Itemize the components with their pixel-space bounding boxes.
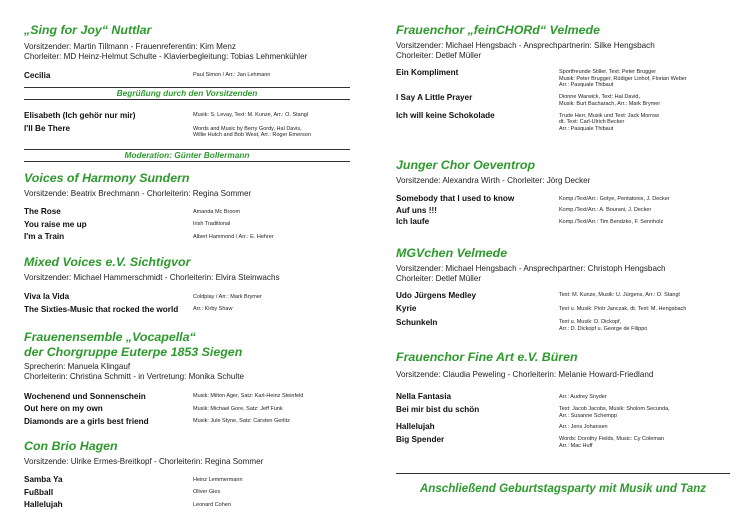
song-details	[193, 220, 350, 228]
moderation-label: Moderation: Günter Bollermann	[124, 150, 250, 160]
song-details	[193, 305, 350, 313]
choir-info-line: Vorsitzender: Michael Hengsbach - Ansprechpartnerin: Silke Hengsbach	[396, 41, 655, 50]
song-title: Diamonds are a girls best friend	[24, 416, 149, 426]
moderation-welcome	[24, 87, 350, 100]
song-detail-line: Musik: Peter Brugger, Rüdiger Linhof, Florian Weber	[559, 75, 687, 82]
song-detail-line: Arr.: Susanne Schempp	[559, 412, 618, 419]
song-row	[24, 232, 350, 242]
choir-info-line: Vorsitzende: Alexandra Wirth - Chorleiter: Jörg Decker	[396, 176, 591, 185]
song-detail-line: Komp./Text/Arr.: Gotye, Pentatonix, J. Decker	[559, 195, 670, 202]
song-title: Auf uns !!!	[396, 205, 437, 215]
song-title: You raise me up	[24, 219, 87, 229]
choir-title: Mixed Voices e.V. Sichtigvor	[24, 255, 191, 269]
song-details	[559, 217, 730, 225]
song-row	[396, 392, 730, 402]
song-detail-line: Text: M. Kunze, Musik: U. Jürgens, Arr.: O. Stangl	[559, 292, 680, 299]
song-row	[24, 220, 350, 230]
song-row	[24, 392, 350, 402]
song-details	[193, 111, 350, 119]
song-detail-line: Oliver Gies	[193, 489, 221, 496]
song-title: Big Spender	[396, 434, 445, 444]
song-detail-line: Words and Music by Berry Gordy, Hal Davis,	[193, 125, 302, 132]
song-row	[396, 291, 730, 301]
song-row	[396, 217, 730, 227]
song-detail-line: Musik: S. Levay, Text: M. Kunze, Arr.: O. Stangl	[193, 112, 309, 119]
song-details	[193, 292, 350, 300]
song-detail-line: Komp./Text/Arr.: Tim Bendzko, F. Sennholz	[559, 218, 664, 225]
choir-info-line: Vorsitzender: Michael Hengsbach - Ansprechpartner: Christoph Hengsbach	[396, 264, 666, 273]
song-details	[559, 405, 730, 419]
choir-title: „Sing for Joy“ Nuttlar	[24, 23, 152, 37]
song-details	[193, 71, 350, 79]
choir-info-line: Chorleiter: MD Heinz-Helmut Schulte - Klavierbegleitung: Tobias Lehmenkühler	[24, 52, 308, 62]
song-details	[193, 488, 350, 496]
choir-title: Con Brio Hagen	[24, 439, 118, 453]
song-details	[559, 304, 730, 312]
song-title: Elisabeth (Ich gehör nur mir)	[24, 111, 136, 120]
song-row	[24, 488, 350, 498]
song-detail-line: Musik: Milton Ager, Satz: Karl-Heinz Steinfeld	[193, 393, 304, 400]
song-title: Samba Ya	[24, 475, 63, 485]
song-row	[24, 404, 350, 414]
song-details	[559, 435, 730, 449]
song-detail-line: Paul Simon / Arr.: Jan Lehmann	[193, 72, 271, 79]
song-detail-line: Arr.: Pasquale Thibaut	[559, 82, 614, 89]
choir-info-line: Vorsitzender: Martin Tillmann - Frauenreferentin: Kim Menz	[24, 42, 236, 51]
song-title: Nella Fantasia	[396, 392, 452, 402]
song-detail-line: Arr.: Audrey Snyder	[559, 393, 607, 400]
song-row	[24, 292, 350, 302]
song-detail-line: Arr.: Pasquale Thibaut	[559, 125, 614, 132]
song-detail-line: Dionne Warwick, Text: Hal David,	[559, 94, 640, 101]
song-details	[193, 207, 350, 215]
song-title: Fußball	[24, 487, 54, 497]
closing-section	[396, 473, 730, 496]
song-detail-line: Arr.: Mac Huff	[559, 442, 593, 449]
choir-info-line: Chorleiter: Detlef Müller	[396, 51, 482, 61]
song-title: Cecilia	[24, 70, 51, 80]
choir-info-line: Sprecherin: Manuela Klingauf	[24, 362, 131, 371]
song-row	[24, 124, 350, 138]
song-details	[193, 475, 350, 483]
song-title: I Say A Little Prayer	[396, 92, 473, 102]
song-title: The Sixties-Music that rocked the world	[24, 304, 179, 314]
song-title: Kyrie	[396, 304, 417, 314]
song-detail-line: Heinz Lemmermann	[193, 476, 243, 483]
song-details	[193, 500, 350, 508]
moderation-label: Begrüßung durch den Vorsitzenden	[116, 88, 258, 98]
choir-info-line: Vorsitzender: Michael Hammerschmidt - Chorleiterin: Elvira Steinwachs	[24, 273, 280, 282]
song-title: I'm a Train	[24, 232, 65, 242]
song-detail-line: dt. Text: Carl-Ulrich Becker	[559, 119, 625, 126]
choir-info-line: Vorsitzende: Beatrix Brechmann - Chorleiterin: Regina Sommer	[24, 189, 252, 198]
song-detail-line: Arr.: Kirby Shaw	[193, 306, 233, 313]
closing-note: Anschließend Geburtstagsparty mit Musik und Tanz	[419, 482, 707, 495]
song-detail-line: Musik: Michael Gore, Satz: Jeff Funk	[193, 405, 283, 412]
song-row	[24, 111, 350, 121]
choir-sing-for-joy	[24, 23, 350, 81]
song-details	[193, 404, 350, 412]
song-row	[24, 475, 350, 485]
choir-mgvchen	[396, 246, 730, 332]
song-details	[559, 392, 730, 400]
song-detail-line: Text u. Musik: Piotr Janczak, dt. Text: M. Hengsbach	[559, 305, 687, 312]
song-title: Viva la Vida	[24, 292, 70, 302]
song-row	[396, 68, 730, 89]
song-row	[396, 206, 730, 216]
song-row	[396, 422, 730, 432]
choir-info-line: Vorsitzende: Ulrike Ermes-Breitkopf - Chorleiterin: Regina Sommer	[24, 457, 264, 466]
song-details	[193, 417, 350, 425]
song-row	[396, 435, 730, 449]
song-detail-line: Albert Hammond / Arr.: E. Hehrer	[193, 233, 274, 240]
song-detail-line: Coldplay / Arr.: Mark Brymer	[193, 293, 262, 300]
song-row	[396, 304, 730, 314]
song-details	[559, 93, 730, 107]
choir-title-line: Frauenensemble „Vocapella“	[24, 330, 196, 344]
songs-after-welcome	[24, 111, 350, 139]
song-detail-line: Irish Traditional	[193, 221, 231, 228]
choir-title: MGVchen Velmede	[396, 246, 508, 260]
song-detail-line: Arr.: Jens Johansen	[559, 423, 608, 430]
song-title: Ich will keine Schokolade	[396, 111, 495, 121]
song-title: I'll Be There	[24, 124, 71, 134]
choir-title: Junger Chor Oeventrop	[396, 158, 536, 172]
song-title: The Rose	[24, 207, 61, 217]
choir-voices-of-harmony	[24, 171, 350, 243]
choir-title: Frauenchor Fine Art e.V. Büren	[396, 350, 578, 364]
choir-info-line: Chorleiter: Detlef Müller	[396, 274, 482, 284]
song-detail-line: Text: Jacob Jacobs, Musik: Sholom Secunda,	[559, 406, 670, 413]
song-row	[396, 194, 730, 204]
song-title: Ich laufe	[396, 217, 430, 227]
song-title: Hallelujah	[396, 422, 435, 432]
song-row	[396, 318, 730, 332]
song-details	[193, 124, 350, 138]
choir-vocapella	[24, 330, 350, 427]
choir-feinchord	[396, 23, 730, 132]
choir-mixed-voices	[24, 255, 350, 315]
song-title: Hallelujah	[24, 500, 63, 510]
song-details	[193, 232, 350, 240]
song-detail-line: Musik: Burt Bacharach, Arr.: Mark Brymer	[559, 100, 661, 107]
song-details	[559, 194, 730, 202]
song-title: Somebody that I used to know	[396, 194, 515, 204]
song-title: Schunkeln	[396, 317, 438, 327]
song-title: Bei mir bist du schön	[396, 404, 480, 414]
song-row	[24, 71, 350, 81]
song-detail-line: Text u. Musik: D. Dickopf,	[559, 318, 622, 325]
song-details	[559, 111, 730, 132]
song-details	[559, 206, 730, 214]
choir-title: Frauenchor „feinCHORd“ Velmede	[396, 23, 601, 37]
song-row	[396, 405, 730, 419]
song-detail-line: Amanda Mc Broom	[193, 208, 241, 215]
choir-info-line: Chorleiterin: Christina Schmitt - in Vertretung: Monika Schulte	[24, 372, 244, 382]
song-title: Ein Kompliment	[396, 67, 459, 77]
song-detail-line: Sportfreunde Stiller, Text: Peter Brugger	[559, 69, 657, 76]
song-details	[559, 291, 730, 299]
choir-title: Voices of Harmony Sundern	[24, 171, 190, 185]
song-detail-line: Musik: Jule Styne, Satz: Carsten Gerlitz	[193, 417, 290, 424]
song-title: Udo Jürgens Medley	[396, 290, 477, 300]
song-row	[24, 305, 350, 315]
song-title: Out here on my own	[24, 404, 103, 414]
choir-fine-art	[396, 350, 730, 449]
song-row	[24, 417, 350, 427]
song-detail-line: Arr.: D. Dickopf u. George de Filippo	[559, 325, 648, 332]
song-detail-line: Komp./Text/Arr.: A. Bourani, J. Decker	[559, 207, 652, 214]
song-title: Wochenend und Sonnenschein	[24, 391, 146, 401]
choir-info-line: Vorsitzende: Claudia Peweling - Chorleiterin: Melanie Howard-Friedland	[396, 370, 654, 379]
song-detail-line: Trude Herr, Musik und Text: Jack Morrow	[559, 112, 659, 119]
song-detail-line: Words: Dorothy Fields, Music: Cy Coleman	[559, 436, 665, 442]
song-row	[396, 93, 730, 107]
song-row	[396, 111, 730, 132]
moderation-host	[24, 149, 350, 162]
song-detail-line: Leonard Cohen	[193, 501, 231, 508]
song-row	[24, 207, 350, 217]
choir-con-brio	[24, 439, 350, 511]
song-detail-line: Willie Hutch and Bob West, Arr.: Roger Emerson	[193, 132, 311, 139]
song-details	[559, 318, 730, 332]
song-row	[24, 500, 350, 510]
choir-title-line: der Chorgruppe Euterpe 1853 Siegen	[24, 345, 243, 359]
choir-oeventrop	[396, 158, 730, 228]
song-details	[559, 68, 730, 89]
song-details	[559, 422, 730, 430]
song-details	[193, 392, 350, 400]
